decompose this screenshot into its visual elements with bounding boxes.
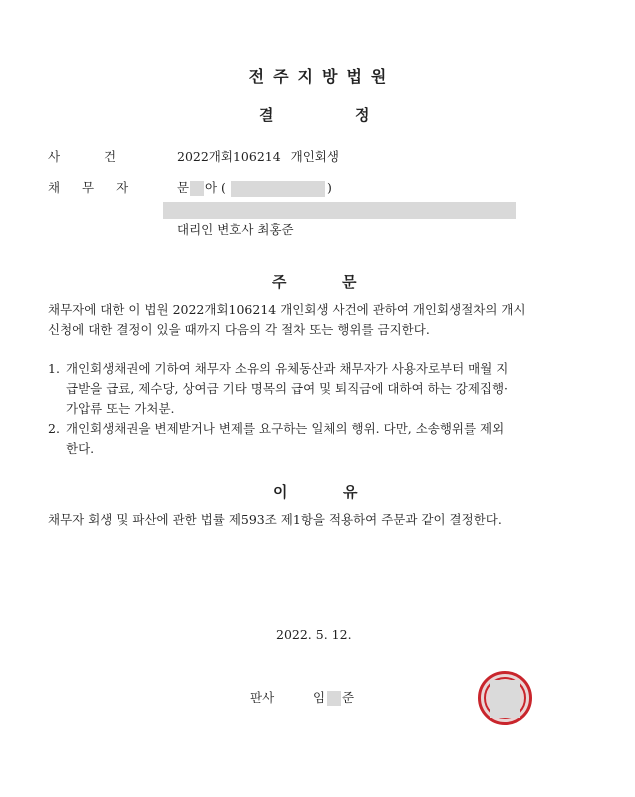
case-label: 사 건 [48, 149, 117, 164]
doc-title-left: 결 [259, 106, 274, 124]
doc-title-right: 정 [355, 106, 370, 124]
order-heading-right: 문 [342, 273, 357, 291]
order-item-number: 2. [48, 421, 60, 436]
court-name: 전주지방법원 [248, 67, 396, 86]
order-item-line: 급받을 급료, 제수당, 상여금 기타 명목의 급여 및 퇴직금에 대하여 하는 강제집행· [66, 381, 509, 396]
debtor-label: 채 무 자 [48, 180, 129, 195]
court-seal-icon [478, 671, 532, 725]
case-number: 2022개회106214 개인회생 [177, 149, 339, 164]
reason-heading-left: 이 [273, 483, 288, 501]
redaction-block [231, 181, 325, 197]
decision-date: 2022. 5. 12. [276, 627, 352, 642]
debtor-attorney: 대리인 변호사 최홍준 [177, 222, 294, 237]
order-item-line: 가압류 또는 가처분. [66, 401, 175, 416]
order-item-line: 개인회생채권을 변제받거나 변제를 요구하는 일체의 행위. 다만, 소송행위를 제외 [66, 421, 505, 436]
redaction-block [490, 680, 520, 718]
debtor-close-paren: ) [327, 180, 332, 195]
order-paragraph-line: 채무자에 대한 이 법원 2022개회106214 개인회생 사건에 관하여 개인회생절차의 개시 [48, 302, 526, 317]
redaction-block [327, 691, 341, 706]
debtor-name-first: 문 [177, 180, 190, 195]
reason-heading-right: 유 [343, 483, 358, 501]
order-heading-left: 주 [272, 273, 287, 291]
order-item-line: 한다. [66, 441, 95, 456]
judge-name-first: 임 [313, 690, 326, 705]
judge-title: 판사 [250, 690, 275, 705]
order-item-number: 1. [48, 361, 60, 376]
debtor-name-rest: 아 ( [205, 180, 226, 195]
order-item-line: 개인회생채권에 기하여 채무자 소유의 유체동산과 채무자가 사용자로부터 매월 지 [66, 361, 509, 376]
redaction-block [190, 181, 204, 196]
judge-name-last: 준 [342, 690, 355, 705]
reason-text: 채무자 회생 및 파산에 관한 법률 제593조 제1항을 적용하여 주문과 같이 결정한다. [48, 512, 502, 527]
order-paragraph-line: 신청에 대한 결정이 있을 때까지 다음의 각 절차 또는 행위를 금지한다. [48, 322, 430, 337]
redaction-block [163, 202, 516, 219]
